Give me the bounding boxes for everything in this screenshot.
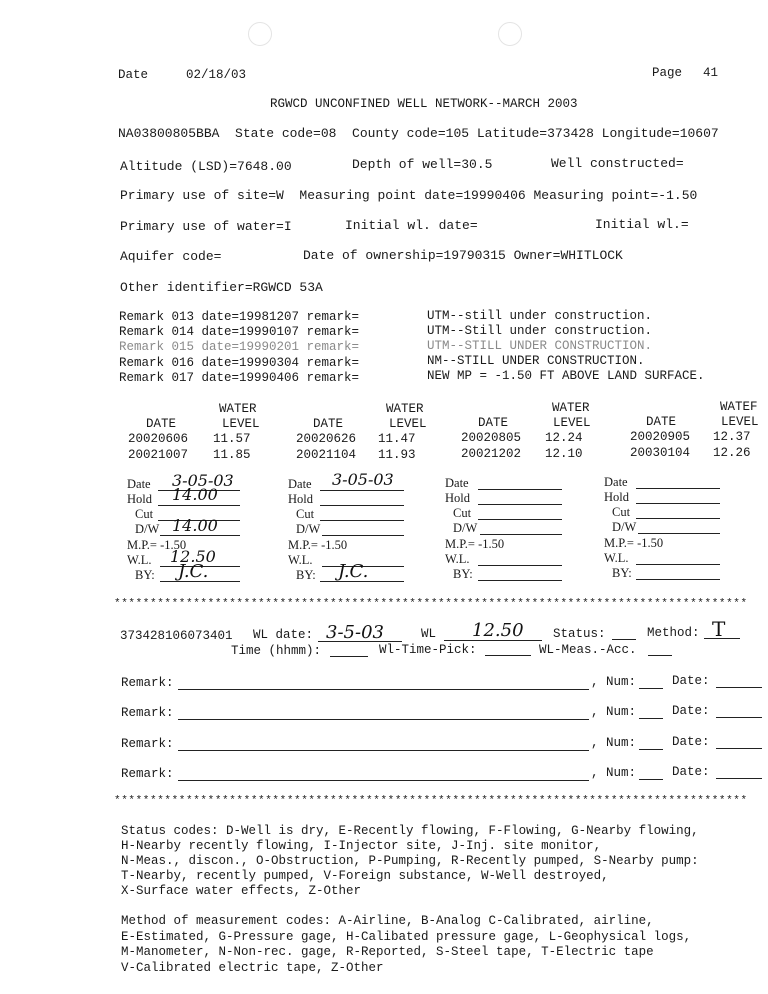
remark-input[interactable]	[178, 780, 589, 781]
status-codes-line: X-Surface water effects, Z-Other	[121, 884, 362, 898]
method-codes-line: Method of measurement codes: A-Airline, B-Analog C-Calibrated, airline,	[121, 914, 654, 928]
date-input[interactable]	[716, 778, 762, 779]
depth-of-well: Depth of well=30.5	[352, 157, 493, 172]
form-date-label: Date	[288, 477, 312, 491]
table-cell-date: 20020606	[128, 432, 189, 446]
method-input[interactable]: T	[712, 617, 726, 641]
divider-stars: ****************************************************************************************	[114, 598, 748, 610]
site-line-1: NA03800805BBA State code=08 County code=105 Latitude=373428 Longitude=10607	[118, 126, 719, 141]
remark-label: Remark:	[121, 767, 174, 781]
table-header-level: LEVEL	[553, 416, 591, 430]
num-input[interactable]	[639, 779, 663, 780]
remark-017-text: NEW MP = -1.50 FT ABOVE LAND SURFACE.	[427, 369, 705, 383]
form-by-label: BY:	[135, 568, 155, 582]
form-by-handwritten[interactable]: J.C.	[178, 561, 209, 582]
num-label: Num:	[606, 736, 637, 750]
remark-label: Remark:	[121, 676, 174, 690]
form-hold-label: Hold	[445, 491, 470, 505]
date-of-ownership: Date of ownership=19790315 Owner=WHITLOCK	[303, 248, 623, 263]
table-header-level-cut: LEVEL	[721, 415, 759, 429]
form-dw-label: D/W	[296, 522, 321, 536]
remark-013: Remark 013 date=19981207 remark=	[119, 310, 360, 324]
date-label: Date:	[672, 765, 710, 779]
form-date-handwritten[interactable]: 3-05-03	[332, 470, 394, 489]
form-date-label: Date	[604, 475, 628, 489]
num-label: Num:	[606, 705, 637, 719]
method-codes-line: V-Calibrated electric tape, Z-Other	[121, 961, 384, 975]
form-dw-label: D/W	[612, 520, 637, 534]
form-wl-handwritten[interactable]: 12.50	[170, 547, 216, 566]
form-mp-label: M.P.= -1.50	[288, 538, 348, 552]
table-header-level: LEVEL	[222, 417, 260, 431]
num-label: Num:	[606, 766, 637, 780]
table-header-water-cut: WATEF	[720, 400, 758, 414]
table-cell-level: 11.57	[213, 432, 251, 446]
date-input[interactable]	[716, 748, 762, 749]
form-by-handwritten[interactable]: J.C.	[338, 561, 369, 582]
remark-016-text: NM--STILL UNDER CONSTRUCTION.	[427, 354, 645, 368]
form-hold-handwritten[interactable]: 14.00	[172, 485, 218, 504]
method-codes-line: M-Manometer, N-Non-rec. gage, R-Reported, S-Steel tape, T-Electric tape	[121, 945, 654, 959]
divider-stars: ****************************************************************************************	[114, 795, 748, 807]
form-hold-label: Hold	[604, 490, 629, 504]
remark-label: Remark:	[121, 737, 174, 751]
time-label: Time (hhmm):	[231, 644, 322, 658]
form-dw-label: D/W	[135, 522, 160, 536]
num-input[interactable]	[639, 688, 663, 689]
site-id: 373428106073401	[120, 629, 233, 643]
status-codes-line: T-Nearby, recently pumped, V-Foreign substance, W-Well destroyed,	[121, 869, 609, 883]
initial-wl: Initial wl.=	[595, 217, 689, 232]
wl-label: WL	[421, 627, 437, 641]
table-cell-level: 12.26	[713, 446, 751, 460]
remark-014: Remark 014 date=19990107 remark=	[119, 325, 360, 339]
form-mp-label: M.P.= -1.50	[445, 537, 505, 551]
form-wl-label: W.L.	[288, 553, 313, 567]
table-cell-date: 20021007	[128, 448, 189, 462]
form-wl-label: W.L.	[127, 553, 152, 567]
num-label: Num:	[606, 675, 637, 689]
table-cell-level: 12.37	[713, 430, 751, 444]
table-header-date: DATE	[646, 415, 677, 429]
table-header-date: DATE	[478, 416, 509, 430]
table-cell-date: 20030104	[630, 446, 691, 460]
remark-014-text: UTM--Still under construction.	[427, 324, 653, 338]
form-by-label: BY:	[453, 567, 473, 581]
status-label: Status:	[553, 627, 606, 641]
punch-hole-right	[498, 22, 522, 46]
form-hold-label: Hold	[288, 492, 313, 506]
remark-input[interactable]	[178, 719, 589, 720]
table-header-water: WATER	[552, 401, 590, 415]
wl-meas-acc-label: WL-Meas.-Acc.	[539, 643, 637, 657]
method-label: Method:	[647, 626, 700, 640]
page-number: 41	[703, 66, 719, 80]
form-dw-handwritten[interactable]: 14.00	[172, 516, 218, 535]
form-cut-label: Cut	[296, 507, 315, 521]
date-input[interactable]	[716, 687, 762, 688]
form-cut-label: Cut	[612, 505, 631, 519]
remark-013-text: UTM--still under construction.	[427, 309, 653, 323]
form-cut-label: Cut	[453, 506, 472, 520]
table-cell-date: 20020805	[461, 431, 522, 445]
table-cell-date: 20020626	[296, 432, 357, 446]
table-header-water: WATER	[219, 402, 257, 416]
date-label: Date	[118, 68, 149, 82]
remark-015-text: UTM--STILL UNDER CONSTRUCTION.	[427, 339, 653, 353]
num-input[interactable]	[639, 749, 663, 750]
remark-input[interactable]	[178, 750, 589, 751]
table-cell-level: 11.93	[378, 448, 416, 462]
table-header-date: DATE	[313, 417, 344, 431]
well-constructed: Well constructed=	[551, 156, 684, 171]
form-by-label: BY:	[612, 566, 632, 580]
form-wl-label: W.L.	[445, 552, 470, 566]
form-by-label: BY:	[296, 568, 316, 582]
remark-017: Remark 017 date=19990406 remark=	[119, 371, 360, 385]
table-cell-date: 20021202	[461, 447, 522, 461]
altitude: Altitude (LSD)=7648.00	[120, 159, 292, 174]
table-cell-level: 11.47	[378, 432, 416, 446]
form-date-handwritten[interactable]: 3-05-03	[172, 471, 234, 490]
initial-wl-date: Initial wl. date=	[345, 218, 478, 233]
status-codes-line: N-Meas., discon., O-Obstruction, P-Pumping, R-Recently pumped, S-Nearby pump:	[121, 854, 699, 868]
table-cell-date: 20021104	[296, 448, 357, 462]
page-label: Page	[652, 66, 683, 80]
table-cell-level: 12.24	[545, 431, 583, 445]
date-value: 02/18/03	[186, 68, 247, 82]
remark-input[interactable]	[178, 689, 589, 690]
other-identifier: Other identifier=RGWCD 53A	[120, 280, 323, 295]
primary-use-of-water: Primary use of water=I	[120, 219, 292, 234]
punch-hole-left	[248, 22, 272, 46]
table-header-date: DATE	[146, 417, 177, 431]
date-input[interactable]	[716, 717, 762, 718]
form-wl-label: W.L.	[604, 551, 629, 565]
aquifer-code: Aquifer code=	[120, 249, 222, 264]
table-cell-level: 12.10	[545, 447, 583, 461]
wl-date-label: WL date:	[253, 628, 314, 642]
primary-use-of-site: Primary use of site=W Measuring point date=19990406 Measuring point=-1.50	[120, 188, 698, 203]
form-dw-label: D/W	[453, 521, 478, 535]
status-codes-line: Status codes: D-Well is dry, E-Recently flowing, F-Flowing, G-Nearby flowing,	[121, 824, 699, 838]
report-title: RGWCD UNCONFINED WELL NETWORK--MARCH 2003	[270, 97, 578, 111]
date-label: Date:	[672, 735, 710, 749]
date-label: Date:	[672, 704, 710, 718]
form-mp-label: M.P.= -1.50	[127, 538, 187, 552]
table-header-level: LEVEL	[389, 417, 427, 431]
table-header-water: WATER	[386, 402, 424, 416]
num-input[interactable]	[639, 718, 663, 719]
form-date-label: Date	[445, 476, 469, 490]
status-codes-line: H-Nearby recently flowing, I-Injector site, J-Inj. site monitor,	[121, 839, 602, 853]
date-label: Date:	[672, 674, 710, 688]
form-hold-label: Hold	[127, 492, 152, 506]
remark-016: Remark 016 date=19990304 remark=	[119, 356, 360, 370]
wl-time-pick-label: Wl-Time-Pick:	[379, 643, 477, 657]
wl-input[interactable]: 12.50	[472, 620, 524, 641]
remark-015: Remark 015 date=19990201 remark=	[119, 340, 360, 354]
table-cell-date: 20020905	[630, 430, 691, 444]
table-cell-level: 11.85	[213, 448, 251, 462]
wl-date-input[interactable]: 3-5-03	[326, 622, 384, 643]
method-codes-line: E-Estimated, G-Pressure gage, H-Calibated pressure gage, L-Geophysical logs,	[121, 930, 692, 944]
form-mp-label: M.P.= -1.50	[604, 536, 664, 550]
form-date-label: Date	[127, 477, 151, 491]
remark-label: Remark:	[121, 706, 174, 720]
form-cut-label: Cut	[135, 507, 154, 521]
